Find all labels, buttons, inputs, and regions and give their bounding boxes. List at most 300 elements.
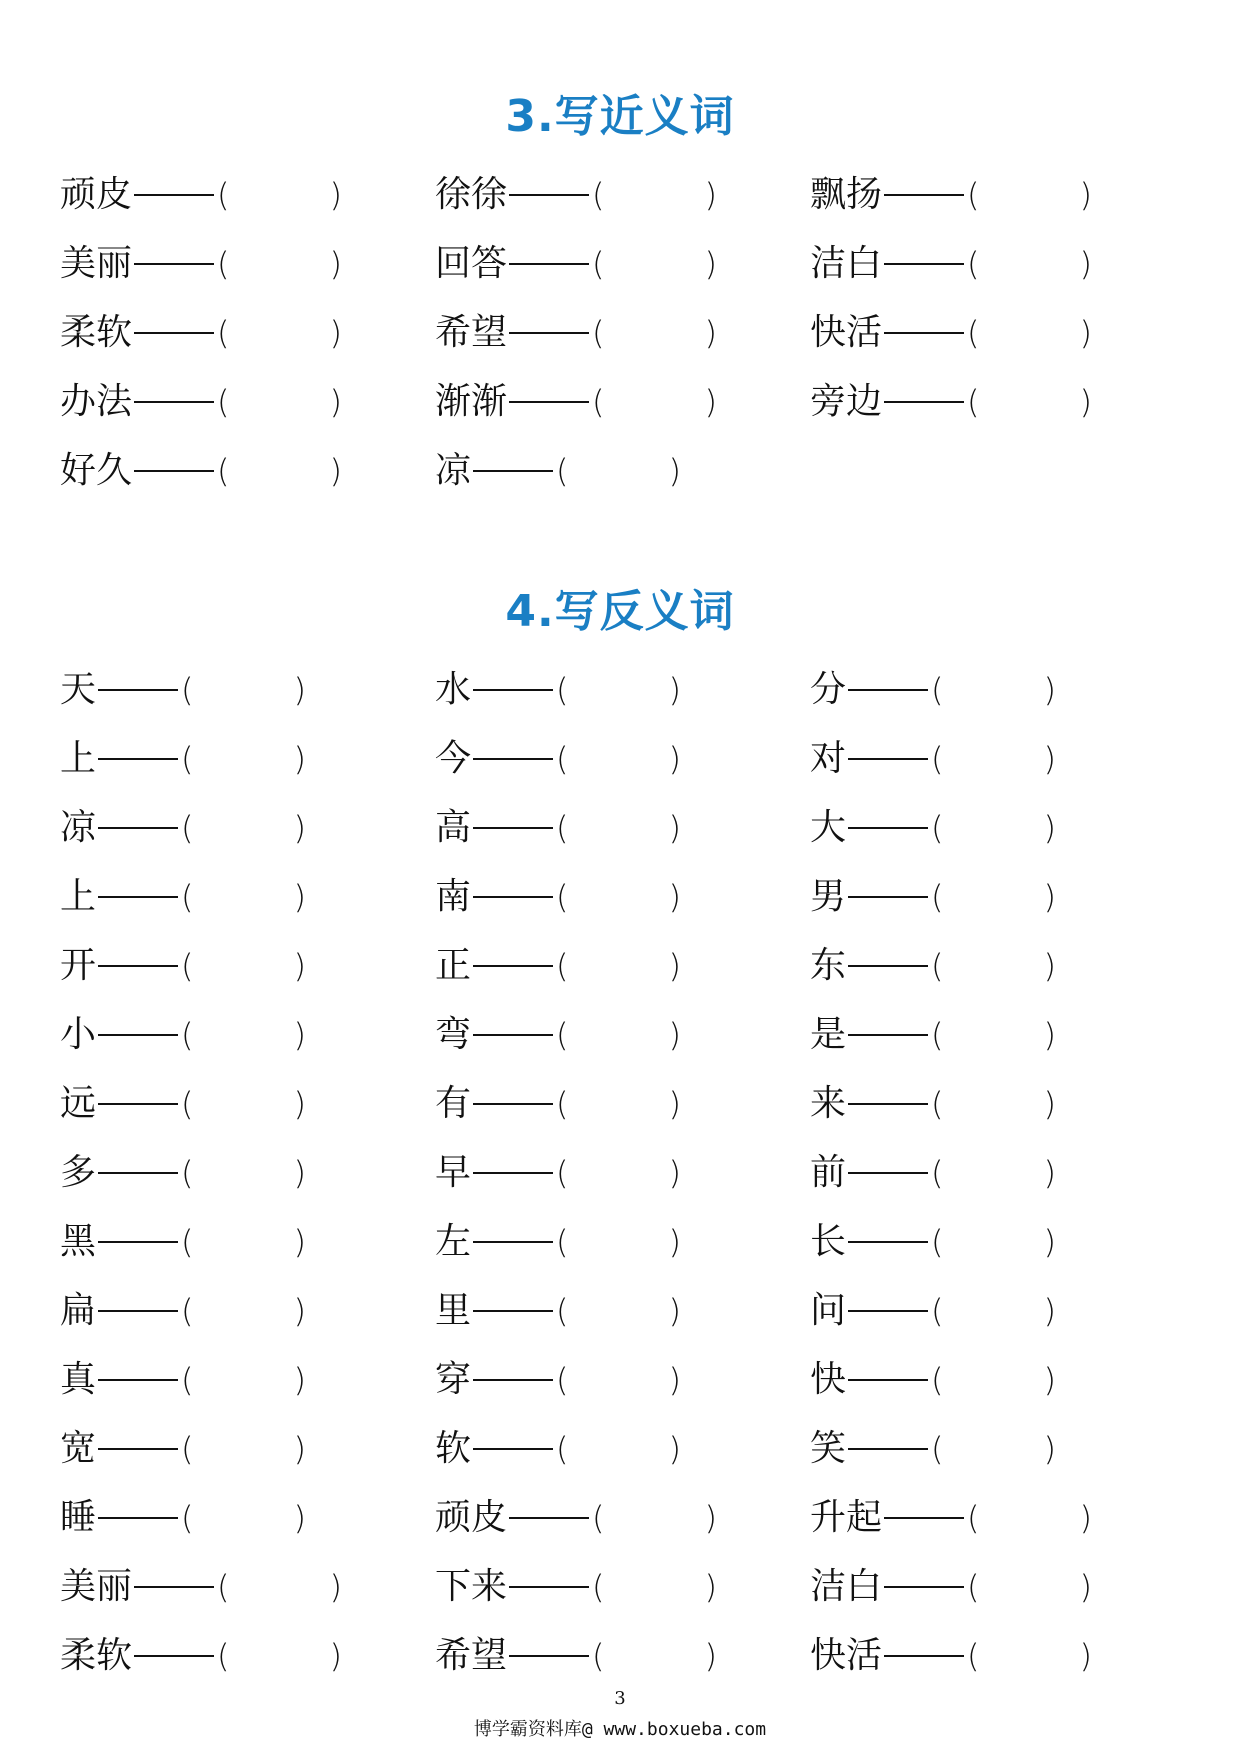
- exercise-row: [60, 436, 1210, 505]
- dash-line: [473, 896, 553, 898]
- close-paren: ): [668, 1154, 681, 1192]
- open-paren: (: [967, 245, 980, 283]
- close-paren: ): [1043, 1016, 1056, 1054]
- open-paren: (: [181, 1499, 194, 1537]
- open-paren: (: [592, 1568, 605, 1606]
- exercise-item: [60, 1345, 306, 1414]
- exercise-word: 水: [435, 669, 472, 710]
- open-paren: (: [217, 383, 230, 421]
- exercise-word: 渐渐: [435, 381, 508, 422]
- exercise-word: 多: [60, 1152, 97, 1193]
- exercise-item: [435, 862, 681, 931]
- exercise-row: [60, 1552, 1210, 1621]
- exercise-word: 弯: [435, 1014, 472, 1055]
- exercise-word: 软: [435, 1428, 472, 1469]
- dash-line: [98, 1241, 178, 1243]
- close-paren: ): [329, 383, 342, 421]
- exercise-item: [60, 367, 342, 436]
- dash-line: [473, 1103, 553, 1105]
- exercise-item: [810, 1138, 1056, 1207]
- dash-line: [884, 1517, 964, 1519]
- open-paren: (: [556, 740, 569, 778]
- exercise-item: [60, 1483, 306, 1552]
- exercise-item: [810, 160, 1092, 229]
- open-paren: (: [556, 671, 569, 709]
- exercise-word: 真: [60, 1359, 97, 1400]
- exercise-word: 凉: [60, 807, 97, 848]
- exercise-word: 凉: [435, 450, 472, 491]
- exercise-word: 希望: [435, 1635, 508, 1676]
- open-paren: (: [181, 878, 194, 916]
- dash-line: [134, 263, 214, 265]
- close-paren: ): [1079, 1568, 1092, 1606]
- open-paren: (: [556, 1016, 569, 1054]
- exercise-item: [435, 724, 681, 793]
- open-paren: (: [931, 1223, 944, 1261]
- exercise-word: 高: [435, 807, 472, 848]
- close-paren: ): [704, 383, 717, 421]
- exercise-item: [60, 1207, 306, 1276]
- open-paren: (: [967, 176, 980, 214]
- exercise-item: [60, 436, 342, 505]
- dash-line: [509, 1517, 589, 1519]
- dash-line: [848, 1448, 928, 1450]
- exercise-word: 美丽: [60, 1566, 133, 1607]
- close-paren: ): [329, 1568, 342, 1606]
- open-paren: (: [592, 383, 605, 421]
- exercise-word: 左: [435, 1221, 472, 1262]
- exercise-word: 问: [810, 1290, 847, 1331]
- close-paren: ): [1043, 809, 1056, 847]
- exercise-word: 办法: [60, 381, 133, 422]
- close-paren: ): [293, 878, 306, 916]
- exercise-item: [435, 436, 681, 505]
- exercise-item: [60, 1000, 306, 1069]
- exercise-word: 对: [810, 738, 847, 779]
- open-paren: (: [931, 1430, 944, 1468]
- exercise-word: 升起: [810, 1497, 883, 1538]
- open-paren: (: [556, 1430, 569, 1468]
- close-paren: ): [668, 1085, 681, 1123]
- dash-line: [473, 965, 553, 967]
- dash-line: [848, 1310, 928, 1312]
- exercise-item: [60, 298, 342, 367]
- close-paren: ): [668, 671, 681, 709]
- exercise-item: [435, 1414, 681, 1483]
- open-paren: (: [931, 878, 944, 916]
- exercise-item: [810, 229, 1092, 298]
- dash-line: [473, 1379, 553, 1381]
- exercise-word: 正: [435, 945, 472, 986]
- open-paren: (: [181, 947, 194, 985]
- exercise-item: [810, 931, 1056, 1000]
- dash-line: [848, 1379, 928, 1381]
- open-paren: (: [556, 1085, 569, 1123]
- antonym-grid: [60, 655, 1210, 1690]
- exercise-item: [435, 1138, 681, 1207]
- open-paren: (: [931, 809, 944, 847]
- exercise-row: [60, 862, 1210, 931]
- exercise-item: [810, 1621, 1092, 1690]
- open-paren: (: [931, 947, 944, 985]
- dash-line: [134, 1655, 214, 1657]
- close-paren: ): [329, 176, 342, 214]
- open-paren: (: [967, 314, 980, 352]
- exercise-word: 快活: [810, 1635, 883, 1676]
- dash-line: [134, 194, 214, 196]
- dash-line: [98, 1034, 178, 1036]
- dash-line: [134, 332, 214, 334]
- open-paren: (: [181, 671, 194, 709]
- exercise-word: 穿: [435, 1359, 472, 1400]
- dash-line: [98, 1172, 178, 1174]
- dash-line: [98, 1448, 178, 1450]
- open-paren: (: [592, 245, 605, 283]
- open-paren: (: [556, 1292, 569, 1330]
- open-paren: (: [181, 1223, 194, 1261]
- exercise-item: [810, 367, 1092, 436]
- dash-line: [473, 758, 553, 760]
- close-paren: ): [668, 878, 681, 916]
- exercise-word: 上: [60, 738, 97, 779]
- close-paren: ): [1079, 1499, 1092, 1537]
- dash-line: [134, 470, 214, 472]
- dash-line: [473, 1172, 553, 1174]
- exercise-word: 洁白: [810, 1566, 883, 1607]
- exercise-item: [810, 1552, 1092, 1621]
- open-paren: (: [556, 1223, 569, 1261]
- exercise-word: 分: [810, 669, 847, 710]
- exercise-item: [810, 1000, 1056, 1069]
- dash-line: [848, 1241, 928, 1243]
- dash-line: [134, 1586, 214, 1588]
- exercise-word: 洁白: [810, 243, 883, 284]
- close-paren: ): [1043, 1085, 1056, 1123]
- open-paren: (: [967, 383, 980, 421]
- close-paren: ): [293, 1361, 306, 1399]
- close-paren: ): [704, 1637, 717, 1675]
- close-paren: ): [293, 671, 306, 709]
- open-paren: (: [556, 1361, 569, 1399]
- exercise-item: [435, 793, 681, 862]
- exercise-item: [435, 1207, 681, 1276]
- exercise-row: [60, 1414, 1210, 1483]
- open-paren: (: [556, 452, 569, 490]
- open-paren: (: [181, 809, 194, 847]
- exercise-word: 男: [810, 876, 847, 917]
- dash-line: [848, 1034, 928, 1036]
- dash-line: [848, 965, 928, 967]
- close-paren: ): [704, 1499, 717, 1537]
- exercise-word: 东: [810, 945, 847, 986]
- dash-line: [473, 689, 553, 691]
- exercise-item: [435, 1069, 681, 1138]
- page-number: 3: [614, 1688, 626, 1709]
- open-paren: (: [181, 740, 194, 778]
- section-title-synonyms: 3.写近义词: [505, 91, 735, 142]
- exercise-word: 回答: [435, 243, 508, 284]
- open-paren: (: [967, 1568, 980, 1606]
- dash-line: [473, 1241, 553, 1243]
- exercise-word: 快: [810, 1359, 847, 1400]
- close-paren: ): [1079, 245, 1092, 283]
- dash-line: [98, 1310, 178, 1312]
- exercise-item: [810, 862, 1056, 931]
- close-paren: ): [1043, 1223, 1056, 1261]
- dash-line: [884, 332, 964, 334]
- exercise-word: 柔软: [60, 1635, 133, 1676]
- dash-line: [884, 263, 964, 265]
- exercise-word: 大: [810, 807, 847, 848]
- exercise-item: [435, 298, 717, 367]
- exercise-item: [435, 1345, 681, 1414]
- exercise-item: [435, 1621, 717, 1690]
- dash-line: [848, 1103, 928, 1105]
- dash-line: [98, 758, 178, 760]
- exercise-item: [810, 655, 1056, 724]
- open-paren: (: [217, 176, 230, 214]
- close-paren: ): [668, 1223, 681, 1261]
- dash-line: [98, 1379, 178, 1381]
- exercise-word: 前: [810, 1152, 847, 1193]
- open-paren: (: [931, 1085, 944, 1123]
- exercise-item: [60, 1552, 342, 1621]
- open-paren: (: [931, 1016, 944, 1054]
- exercise-item: [60, 1276, 306, 1345]
- exercise-word: 顽皮: [60, 174, 133, 215]
- open-paren: (: [592, 1499, 605, 1537]
- close-paren: ): [704, 1568, 717, 1606]
- close-paren: ): [293, 1016, 306, 1054]
- exercise-item: [435, 229, 717, 298]
- dash-line: [884, 401, 964, 403]
- open-paren: (: [967, 1499, 980, 1537]
- close-paren: ): [1079, 1637, 1092, 1675]
- open-paren: (: [181, 1430, 194, 1468]
- exercise-row: [60, 298, 1210, 367]
- close-paren: ): [704, 314, 717, 352]
- close-paren: ): [329, 245, 342, 283]
- close-paren: ): [668, 1292, 681, 1330]
- exercise-word: 南: [435, 876, 472, 917]
- exercise-item: [60, 931, 306, 1000]
- exercise-item: [435, 160, 717, 229]
- close-paren: ): [293, 947, 306, 985]
- open-paren: (: [181, 1292, 194, 1330]
- exercise-item: [435, 1483, 717, 1552]
- open-paren: (: [181, 1016, 194, 1054]
- open-paren: (: [181, 1361, 194, 1399]
- dash-line: [134, 401, 214, 403]
- open-paren: (: [931, 1292, 944, 1330]
- close-paren: ): [293, 809, 306, 847]
- exercise-word: 睡: [60, 1497, 97, 1538]
- close-paren: ): [293, 1292, 306, 1330]
- exercise-word: 徐徐: [435, 174, 508, 215]
- close-paren: ): [329, 452, 342, 490]
- open-paren: (: [556, 878, 569, 916]
- open-paren: (: [967, 1637, 980, 1675]
- exercise-word: 柔软: [60, 312, 133, 353]
- dash-line: [509, 401, 589, 403]
- close-paren: ): [668, 809, 681, 847]
- exercise-item: [810, 1069, 1056, 1138]
- exercise-item: [435, 367, 717, 436]
- open-paren: (: [217, 452, 230, 490]
- dash-line: [473, 1034, 553, 1036]
- exercise-item: [435, 931, 681, 1000]
- exercise-item: [810, 1345, 1056, 1414]
- open-paren: (: [931, 1154, 944, 1192]
- open-paren: (: [217, 1637, 230, 1675]
- close-paren: ): [1079, 176, 1092, 214]
- close-paren: ): [668, 740, 681, 778]
- open-paren: (: [592, 314, 605, 352]
- exercise-row: [60, 1207, 1210, 1276]
- exercise-word: 早: [435, 1152, 472, 1193]
- dash-line: [98, 689, 178, 691]
- open-paren: (: [931, 740, 944, 778]
- dash-line: [884, 1655, 964, 1657]
- dash-line: [509, 1655, 589, 1657]
- close-paren: ): [668, 1361, 681, 1399]
- dash-line: [848, 689, 928, 691]
- close-paren: ): [293, 1223, 306, 1261]
- exercise-word: 开: [60, 945, 97, 986]
- dash-line: [509, 194, 589, 196]
- close-paren: ): [1079, 314, 1092, 352]
- section-title-antonyms: 4.写反义词: [505, 586, 735, 637]
- exercise-item: [435, 1552, 717, 1621]
- close-paren: ): [1043, 740, 1056, 778]
- open-paren: (: [217, 1568, 230, 1606]
- close-paren: ): [293, 740, 306, 778]
- exercise-row: [60, 1069, 1210, 1138]
- exercise-item: [435, 655, 681, 724]
- exercise-row: [60, 1345, 1210, 1414]
- exercise-row: [60, 1138, 1210, 1207]
- footer-watermark: 博学霸资料库@ www.boxueba.com: [473, 1719, 767, 1740]
- exercise-row: [60, 655, 1210, 724]
- close-paren: ): [1043, 1430, 1056, 1468]
- exercise-word: 是: [810, 1014, 847, 1055]
- exercise-word: 上: [60, 876, 97, 917]
- open-paren: (: [181, 1154, 194, 1192]
- close-paren: ): [668, 947, 681, 985]
- open-paren: (: [217, 314, 230, 352]
- dash-line: [98, 896, 178, 898]
- dash-line: [848, 827, 928, 829]
- exercise-item: [810, 298, 1092, 367]
- dash-line: [473, 827, 553, 829]
- close-paren: ): [1043, 1154, 1056, 1192]
- exercise-word: 旁边: [810, 381, 883, 422]
- close-paren: ): [668, 1430, 681, 1468]
- exercise-item: [810, 1276, 1056, 1345]
- dash-line: [98, 827, 178, 829]
- exercise-item: [60, 793, 306, 862]
- close-paren: ): [1043, 1292, 1056, 1330]
- open-paren: (: [592, 176, 605, 214]
- dash-line: [509, 332, 589, 334]
- dash-line: [473, 1310, 553, 1312]
- exercise-row: [60, 1276, 1210, 1345]
- dash-line: [98, 1517, 178, 1519]
- exercise-word: 有: [435, 1083, 472, 1124]
- exercise-item: [60, 1069, 306, 1138]
- exercise-item: [60, 1621, 342, 1690]
- exercise-row: [60, 367, 1210, 436]
- exercise-word: 美丽: [60, 243, 133, 284]
- dash-line: [473, 470, 553, 472]
- exercise-word: 今: [435, 738, 472, 779]
- dash-line: [509, 1586, 589, 1588]
- close-paren: ): [329, 314, 342, 352]
- close-paren: ): [668, 452, 681, 490]
- open-paren: (: [931, 671, 944, 709]
- open-paren: (: [181, 1085, 194, 1123]
- exercise-row: [60, 1621, 1210, 1690]
- exercise-word: 扁: [60, 1290, 97, 1331]
- exercise-word: 黑: [60, 1221, 97, 1262]
- close-paren: ): [329, 1637, 342, 1675]
- exercise-row: [60, 160, 1210, 229]
- dash-line: [884, 1586, 964, 1588]
- exercise-row: [60, 931, 1210, 1000]
- dash-line: [98, 965, 178, 967]
- exercise-word: 飘扬: [810, 174, 883, 215]
- exercise-row: [60, 724, 1210, 793]
- exercise-word: 下来: [435, 1566, 508, 1607]
- synonym-grid: [60, 160, 1210, 505]
- close-paren: ): [293, 1085, 306, 1123]
- close-paren: ): [293, 1154, 306, 1192]
- exercise-word: 宽: [60, 1428, 97, 1469]
- exercise-item: [60, 160, 342, 229]
- close-paren: ): [293, 1430, 306, 1468]
- dash-line: [848, 758, 928, 760]
- close-paren: ): [1043, 1361, 1056, 1399]
- exercise-word: 里: [435, 1290, 472, 1331]
- close-paren: ): [1043, 878, 1056, 916]
- exercise-item: [60, 862, 306, 931]
- close-paren: ): [704, 176, 717, 214]
- open-paren: (: [217, 245, 230, 283]
- exercise-word: 快活: [810, 312, 883, 353]
- dash-line: [848, 896, 928, 898]
- exercise-word: 顽皮: [435, 1497, 508, 1538]
- dash-line: [848, 1172, 928, 1174]
- exercise-word: 来: [810, 1083, 847, 1124]
- exercise-item: [60, 1414, 306, 1483]
- exercise-row: [60, 793, 1210, 862]
- exercise-item: [60, 1138, 306, 1207]
- exercise-item: [810, 724, 1056, 793]
- exercise-item: [810, 1483, 1092, 1552]
- exercise-item: [435, 1000, 681, 1069]
- open-paren: (: [556, 947, 569, 985]
- exercise-word: 长: [810, 1221, 847, 1262]
- exercise-word: 好久: [60, 450, 133, 491]
- exercise-word: 希望: [435, 312, 508, 353]
- exercise-item: [60, 655, 306, 724]
- exercise-word: 远: [60, 1083, 97, 1124]
- exercise-row: [60, 1000, 1210, 1069]
- close-paren: ): [668, 1016, 681, 1054]
- close-paren: ): [704, 245, 717, 283]
- exercise-item: [60, 724, 306, 793]
- open-paren: (: [556, 809, 569, 847]
